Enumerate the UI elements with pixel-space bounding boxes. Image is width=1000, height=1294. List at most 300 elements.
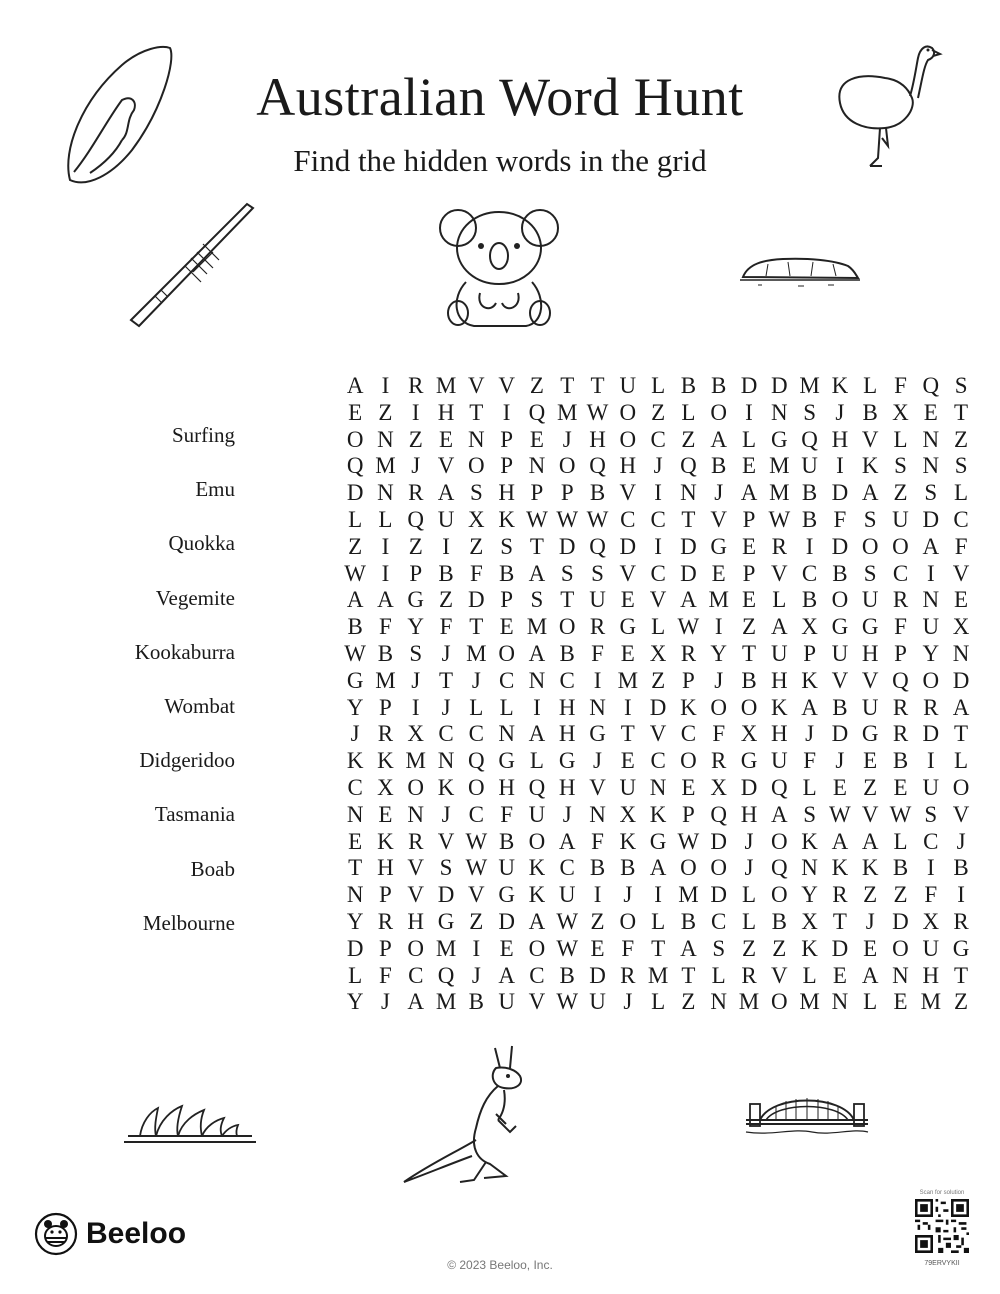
grid-cell[interactable]: W (465, 828, 488, 854)
grid-cell[interactable]: O (528, 828, 546, 854)
grid-cell[interactable]: B (589, 480, 606, 506)
grid-cell[interactable]: O (892, 935, 909, 961)
grid-cell[interactable]: E (832, 962, 847, 988)
grid-cell[interactable]: L (893, 426, 908, 452)
grid-cell[interactable]: M (769, 480, 790, 506)
grid-cell[interactable]: B (711, 453, 727, 479)
grid-cell[interactable]: A (558, 828, 576, 854)
grid-cell[interactable]: F (894, 373, 907, 398)
grid-cell[interactable]: V (649, 721, 667, 747)
grid-cell[interactable]: E (923, 399, 938, 425)
grid-cell[interactable]: F (379, 614, 392, 640)
grid-cell[interactable]: R (408, 373, 424, 398)
grid-cell[interactable]: K (377, 828, 394, 854)
grid-cell[interactable]: Z (863, 882, 878, 908)
grid-cell[interactable]: R (892, 721, 909, 747)
grid-cell[interactable]: I (926, 855, 935, 881)
grid-cell[interactable]: Z (893, 882, 908, 908)
grid-cell[interactable]: J (562, 801, 572, 827)
grid-cell[interactable]: E (348, 828, 363, 854)
grid-cell[interactable]: V (619, 480, 637, 506)
grid-cell[interactable]: F (833, 506, 847, 532)
grid-cell[interactable]: E (529, 426, 544, 452)
grid-cell[interactable]: H (831, 426, 849, 452)
grid-cell[interactable]: B (559, 962, 575, 988)
grid-cell[interactable]: A (377, 587, 394, 613)
grid-cell[interactable]: X (377, 774, 394, 800)
grid-cell[interactable]: T (469, 399, 484, 425)
grid-cell[interactable]: M (375, 667, 396, 693)
grid-cell[interactable]: G (558, 748, 576, 774)
grid-cell[interactable]: U (861, 694, 879, 720)
grid-cell[interactable]: Z (348, 533, 363, 559)
grid-cell[interactable]: L (651, 989, 666, 1015)
grid-cell[interactable]: N (831, 989, 849, 1015)
grid-cell[interactable]: N (528, 667, 546, 693)
grid-cell[interactable]: V (649, 587, 667, 613)
grid-cell[interactable]: Z (408, 533, 423, 559)
grid-cell[interactable]: Z (378, 399, 393, 425)
grid-cell[interactable]: C (650, 426, 666, 452)
grid-cell[interactable]: E (863, 935, 878, 961)
grid-cell[interactable]: I (411, 399, 420, 425)
grid-cell[interactable]: F (924, 882, 938, 908)
grid-cell[interactable]: K (528, 882, 546, 908)
grid-cell[interactable]: O (468, 453, 485, 479)
grid-cell[interactable]: A (346, 587, 364, 613)
grid-cell[interactable]: Z (681, 426, 696, 452)
grid-cell[interactable]: F (712, 721, 726, 747)
grid-cell[interactable]: L (711, 962, 726, 988)
grid-cell[interactable]: S (924, 480, 938, 506)
grid-cell[interactable]: V (770, 962, 788, 988)
grid-cell[interactable]: X (922, 908, 940, 934)
grid-cell[interactable]: W (556, 989, 579, 1015)
grid-cell[interactable]: K (801, 828, 818, 854)
grid-cell[interactable]: O (558, 614, 576, 640)
grid-cell[interactable]: Z (954, 426, 969, 452)
grid-cell[interactable]: P (560, 480, 574, 506)
grid-cell[interactable]: U (437, 506, 455, 532)
grid-cell[interactable]: O (619, 908, 637, 934)
grid-cell[interactable]: V (437, 453, 455, 479)
grid-cell[interactable]: Q (710, 801, 728, 827)
grid-cell[interactable]: Z (741, 614, 757, 640)
grid-cell[interactable]: E (893, 989, 908, 1015)
grid-cell[interactable]: D (437, 882, 455, 908)
grid-cell[interactable]: R (711, 748, 727, 774)
grid-cell[interactable]: L (741, 426, 757, 452)
grid-cell[interactable]: S (712, 935, 726, 961)
grid-cell[interactable]: F (439, 614, 453, 640)
grid-cell[interactable]: Q (346, 453, 364, 479)
grid-cell[interactable]: O (831, 587, 849, 613)
grid-cell[interactable]: Q (528, 774, 546, 800)
grid-cell[interactable]: I (836, 453, 844, 479)
grid-cell[interactable]: A (710, 426, 728, 452)
grid-cell[interactable]: W (677, 828, 700, 854)
grid-cell[interactable]: F (591, 640, 604, 666)
grid-cell[interactable]: K (680, 694, 697, 720)
grid-cell[interactable]: L (378, 506, 393, 532)
grid-cell[interactable]: J (471, 962, 481, 988)
grid-cell[interactable]: W (586, 399, 609, 425)
grid-cell[interactable]: S (560, 560, 574, 586)
grid-cell[interactable]: J (744, 855, 754, 881)
grid-cell[interactable]: Y (801, 882, 818, 908)
grid-cell[interactable]: Z (741, 935, 757, 961)
grid-cell[interactable]: M (769, 453, 790, 479)
grid-cell[interactable]: C (559, 855, 575, 881)
grid-cell[interactable]: K (831, 373, 849, 398)
grid-cell[interactable]: B (620, 855, 636, 881)
grid-cell[interactable]: C (559, 667, 575, 693)
grid-cell[interactable]: Q (922, 373, 940, 398)
grid-cell[interactable]: D (952, 667, 970, 693)
grid-cell[interactable]: N (407, 801, 425, 827)
grid-cell[interactable]: X (892, 399, 909, 425)
grid-cell[interactable]: A (952, 694, 970, 720)
grid-cell[interactable]: G (589, 721, 606, 747)
grid-cell[interactable]: L (529, 748, 544, 774)
grid-cell[interactable]: P (379, 882, 392, 908)
grid-cell[interactable]: N (346, 882, 364, 908)
grid-cell[interactable]: O (710, 399, 728, 425)
grid-cell[interactable]: N (498, 721, 515, 747)
grid-cell[interactable]: D (649, 694, 667, 720)
grid-cell[interactable]: K (649, 801, 667, 827)
grid-cell[interactable]: B (680, 908, 697, 934)
grid-cell[interactable]: L (802, 962, 817, 988)
grid-cell[interactable]: C (438, 721, 454, 747)
grid-cell[interactable]: I (745, 399, 753, 425)
grid-cell[interactable]: Q (801, 426, 818, 452)
grid-cell[interactable]: C (923, 828, 939, 854)
grid-cell[interactable]: X (407, 721, 425, 747)
grid-cell[interactable]: V (528, 989, 546, 1015)
grid-cell[interactable]: H (498, 774, 515, 800)
grid-cell[interactable]: J (714, 667, 724, 693)
grid-cell[interactable]: X (619, 801, 637, 827)
grid-cell[interactable]: F (500, 801, 514, 827)
grid-cell[interactable]: L (802, 774, 817, 800)
grid-cell[interactable]: V (407, 882, 425, 908)
grid-cell[interactable]: R (589, 614, 606, 640)
grid-cell[interactable]: N (346, 801, 364, 827)
grid-cell[interactable]: A (528, 908, 546, 934)
grid-cell[interactable]: Y (710, 640, 728, 666)
grid-cell[interactable]: I (654, 882, 662, 908)
grid-cell[interactable]: A (831, 828, 849, 854)
grid-cell[interactable]: A (861, 828, 879, 854)
grid-cell[interactable]: G (498, 748, 515, 774)
grid-cell[interactable]: Z (408, 426, 423, 452)
grid-cell[interactable]: D (922, 506, 940, 532)
grid-cell[interactable]: E (499, 935, 514, 961)
grid-cell[interactable]: A (861, 962, 879, 988)
grid-cell[interactable]: U (922, 614, 940, 640)
grid-cell[interactable]: J (623, 882, 633, 908)
grid-cell[interactable]: B (801, 587, 818, 613)
grid-cell[interactable]: H (619, 453, 637, 479)
grid-cell[interactable]: F (894, 614, 907, 640)
grid-cell[interactable]: D (831, 533, 849, 559)
grid-cell[interactable]: A (649, 855, 667, 881)
grid-cell[interactable]: P (500, 587, 514, 613)
grid-cell[interactable]: E (741, 453, 757, 479)
grid-cell[interactable]: R (832, 882, 848, 908)
grid-cell[interactable]: H (558, 694, 576, 720)
grid-cell[interactable]: K (498, 506, 515, 532)
grid-cell[interactable]: U (922, 935, 940, 961)
grid-cell[interactable]: J (835, 399, 845, 425)
grid-cell[interactable]: S (591, 560, 604, 586)
grid-cell[interactable]: N (801, 855, 818, 881)
grid-cell[interactable]: J (744, 828, 754, 854)
grid-cell[interactable]: K (831, 855, 849, 881)
grid-cell[interactable]: I (957, 882, 965, 908)
grid-cell[interactable]: B (741, 667, 757, 693)
grid-cell[interactable]: G (861, 721, 879, 747)
grid-cell[interactable]: Z (651, 399, 666, 425)
grid-cell[interactable]: C (347, 774, 363, 800)
grid-cell[interactable]: P (500, 453, 514, 479)
grid-cell[interactable]: I (381, 533, 390, 559)
grid-cell[interactable]: W (889, 801, 912, 827)
grid-cell[interactable]: B (377, 640, 394, 666)
grid-cell[interactable]: G (649, 828, 667, 854)
grid-cell[interactable]: P (409, 560, 423, 586)
grid-cell[interactable]: J (653, 453, 663, 479)
qr-code-icon[interactable] (915, 1199, 969, 1253)
grid-cell[interactable]: W (556, 506, 579, 532)
grid-cell[interactable]: V (710, 506, 728, 532)
grid-cell[interactable]: D (740, 373, 758, 398)
grid-cell[interactable]: V (468, 882, 485, 908)
grid-cell[interactable]: I (593, 667, 602, 693)
grid-cell[interactable]: M (799, 373, 820, 398)
grid-cell[interactable]: Q (892, 667, 909, 693)
grid-cell[interactable]: A (801, 694, 818, 720)
grid-cell[interactable]: U (770, 640, 788, 666)
grid-cell[interactable]: O (710, 694, 728, 720)
grid-cell[interactable]: C (953, 506, 969, 532)
grid-cell[interactable]: I (926, 748, 935, 774)
grid-cell[interactable]: R (892, 694, 909, 720)
grid-cell[interactable]: A (346, 373, 364, 398)
grid-cell[interactable]: L (651, 908, 666, 934)
grid-cell[interactable]: M (435, 989, 457, 1015)
grid-cell[interactable]: P (894, 640, 907, 666)
grid-cell[interactable]: C (801, 560, 818, 586)
grid-cell[interactable]: X (952, 614, 970, 640)
grid-cell[interactable]: W (526, 506, 548, 532)
grid-cell[interactable]: S (803, 399, 816, 425)
grid-cell[interactable]: J (835, 748, 845, 774)
grid-cell[interactable]: P (742, 506, 756, 532)
grid-cell[interactable]: U (528, 801, 546, 827)
grid-cell[interactable]: C (529, 962, 545, 988)
grid-cell[interactable]: P (803, 640, 816, 666)
grid-cell[interactable]: V (437, 828, 455, 854)
grid-cell[interactable]: S (924, 801, 938, 827)
grid-cell[interactable]: O (498, 640, 515, 666)
grid-cell[interactable]: G (740, 748, 758, 774)
grid-cell[interactable]: K (861, 855, 879, 881)
grid-cell[interactable]: N (952, 640, 970, 666)
grid-cell[interactable]: C (468, 721, 484, 747)
grid-cell[interactable]: I (381, 560, 390, 586)
grid-cell[interactable]: Q (528, 399, 546, 425)
grid-cell[interactable]: I (442, 533, 450, 559)
grid-cell[interactable]: M (526, 614, 548, 640)
grid-cell[interactable]: S (500, 533, 514, 559)
grid-cell[interactable]: B (953, 855, 969, 881)
grid-cell[interactable]: C (711, 908, 727, 934)
grid-cell[interactable]: U (801, 453, 818, 479)
grid-cell[interactable]: W (677, 614, 700, 640)
grid-cell[interactable]: U (770, 748, 788, 774)
grid-cell[interactable]: K (346, 748, 364, 774)
grid-cell[interactable]: H (861, 640, 879, 666)
grid-cell[interactable]: G (770, 426, 788, 452)
grid-cell[interactable]: O (770, 882, 788, 908)
grid-cell[interactable]: W (556, 935, 579, 961)
grid-cell[interactable]: O (770, 828, 788, 854)
grid-cell[interactable]: L (863, 373, 878, 398)
grid-cell[interactable]: O (740, 694, 758, 720)
grid-cell[interactable]: M (435, 373, 457, 398)
grid-cell[interactable]: Q (770, 855, 788, 881)
grid-cell[interactable]: R (408, 828, 424, 854)
grid-cell[interactable]: P (682, 801, 695, 827)
grid-cell[interactable]: D (892, 908, 909, 934)
grid-cell[interactable]: F (469, 560, 483, 586)
grid-cell[interactable]: M (405, 748, 426, 774)
grid-cell[interactable]: E (741, 587, 757, 613)
grid-cell[interactable]: O (922, 667, 940, 693)
grid-cell[interactable]: K (801, 667, 818, 693)
grid-cell[interactable]: K (528, 855, 546, 881)
grid-cell[interactable]: T (954, 399, 969, 425)
grid-cell[interactable]: T (348, 855, 363, 881)
grid-cell[interactable]: B (711, 373, 727, 398)
grid-cell[interactable]: L (681, 399, 696, 425)
grid-cell[interactable]: G (407, 587, 425, 613)
grid-cell[interactable]: L (863, 989, 878, 1015)
grid-cell[interactable]: Y (407, 614, 425, 640)
grid-cell[interactable]: L (499, 694, 514, 720)
grid-cell[interactable]: Q (770, 774, 788, 800)
grid-cell[interactable]: E (863, 748, 878, 774)
grid-cell[interactable]: Z (681, 989, 696, 1015)
grid-cell[interactable]: A (740, 480, 758, 506)
grid-cell[interactable]: K (861, 453, 879, 479)
grid-cell[interactable]: D (770, 373, 788, 398)
grid-cell[interactable]: P (530, 480, 544, 506)
grid-cell[interactable]: H (770, 721, 788, 747)
grid-cell[interactable]: E (620, 587, 635, 613)
grid-cell[interactable]: R (741, 962, 757, 988)
grid-cell[interactable]: B (801, 480, 818, 506)
grid-cell[interactable]: J (471, 667, 481, 693)
grid-cell[interactable]: B (771, 908, 787, 934)
grid-cell[interactable]: U (619, 373, 637, 398)
grid-cell[interactable]: D (498, 908, 515, 934)
grid-cell[interactable]: H (922, 962, 940, 988)
grid-cell[interactable]: V (589, 774, 606, 800)
grid-cell[interactable]: M (435, 935, 457, 961)
grid-cell[interactable]: B (892, 748, 909, 774)
grid-cell[interactable]: R (892, 587, 909, 613)
grid-cell[interactable]: T (681, 962, 696, 988)
grid-cell[interactable]: C (408, 962, 424, 988)
grid-cell[interactable]: B (347, 614, 363, 640)
grid-cell[interactable]: R (377, 908, 394, 934)
grid-cell[interactable]: T (560, 587, 575, 613)
grid-cell[interactable]: R (620, 962, 636, 988)
grid-cell[interactable]: D (619, 533, 637, 559)
grid-cell[interactable]: N (922, 426, 940, 452)
grid-cell[interactable]: M (466, 640, 487, 666)
grid-cell[interactable]: N (437, 748, 455, 774)
grid-cell[interactable]: J (350, 721, 360, 747)
grid-cell[interactable]: Q (680, 453, 697, 479)
grid-cell[interactable]: B (862, 399, 878, 425)
grid-cell[interactable]: Q (589, 453, 606, 479)
grid-cell[interactable]: P (682, 667, 695, 693)
grid-cell[interactable]: L (772, 587, 787, 613)
grid-cell[interactable]: B (832, 694, 848, 720)
grid-cell[interactable]: T (529, 533, 544, 559)
grid-cell[interactable]: A (680, 587, 697, 613)
grid-cell[interactable]: O (952, 774, 970, 800)
grid-cell[interactable]: B (498, 828, 515, 854)
grid-cell[interactable]: C (468, 801, 484, 827)
grid-cell[interactable]: T (620, 721, 635, 747)
grid-cell[interactable]: M (708, 587, 729, 613)
grid-cell[interactable]: O (619, 426, 637, 452)
grid-cell[interactable]: D (346, 480, 364, 506)
grid-cell[interactable]: F (379, 962, 392, 988)
grid-cell[interactable]: I (502, 399, 511, 425)
grid-cell[interactable]: M (799, 989, 820, 1015)
grid-cell[interactable]: D (680, 560, 697, 586)
grid-cell[interactable]: R (680, 640, 697, 666)
grid-cell[interactable]: S (954, 453, 968, 479)
grid-cell[interactable]: V (861, 667, 879, 693)
grid-cell[interactable]: E (439, 426, 454, 452)
grid-cell[interactable]: V (831, 667, 849, 693)
grid-cell[interactable]: V (861, 426, 879, 452)
grid-cell[interactable]: M (920, 989, 942, 1015)
grid-cell[interactable]: E (741, 533, 757, 559)
grid-cell[interactable]: J (411, 667, 421, 693)
grid-cell[interactable]: K (619, 828, 637, 854)
grid-cell[interactable]: T (590, 373, 605, 398)
grid-cell[interactable]: O (528, 935, 546, 961)
grid-cell[interactable]: L (651, 614, 666, 640)
grid-cell[interactable]: P (500, 426, 514, 452)
grid-cell[interactable]: T (954, 721, 969, 747)
grid-cell[interactable]: B (801, 506, 818, 532)
grid-cell[interactable]: X (710, 774, 728, 800)
grid-cell[interactable]: L (954, 748, 969, 774)
grid-cell[interactable]: M (375, 453, 396, 479)
grid-cell[interactable]: W (556, 908, 579, 934)
grid-cell[interactable]: I (411, 694, 420, 720)
grid-cell[interactable]: E (620, 640, 635, 666)
